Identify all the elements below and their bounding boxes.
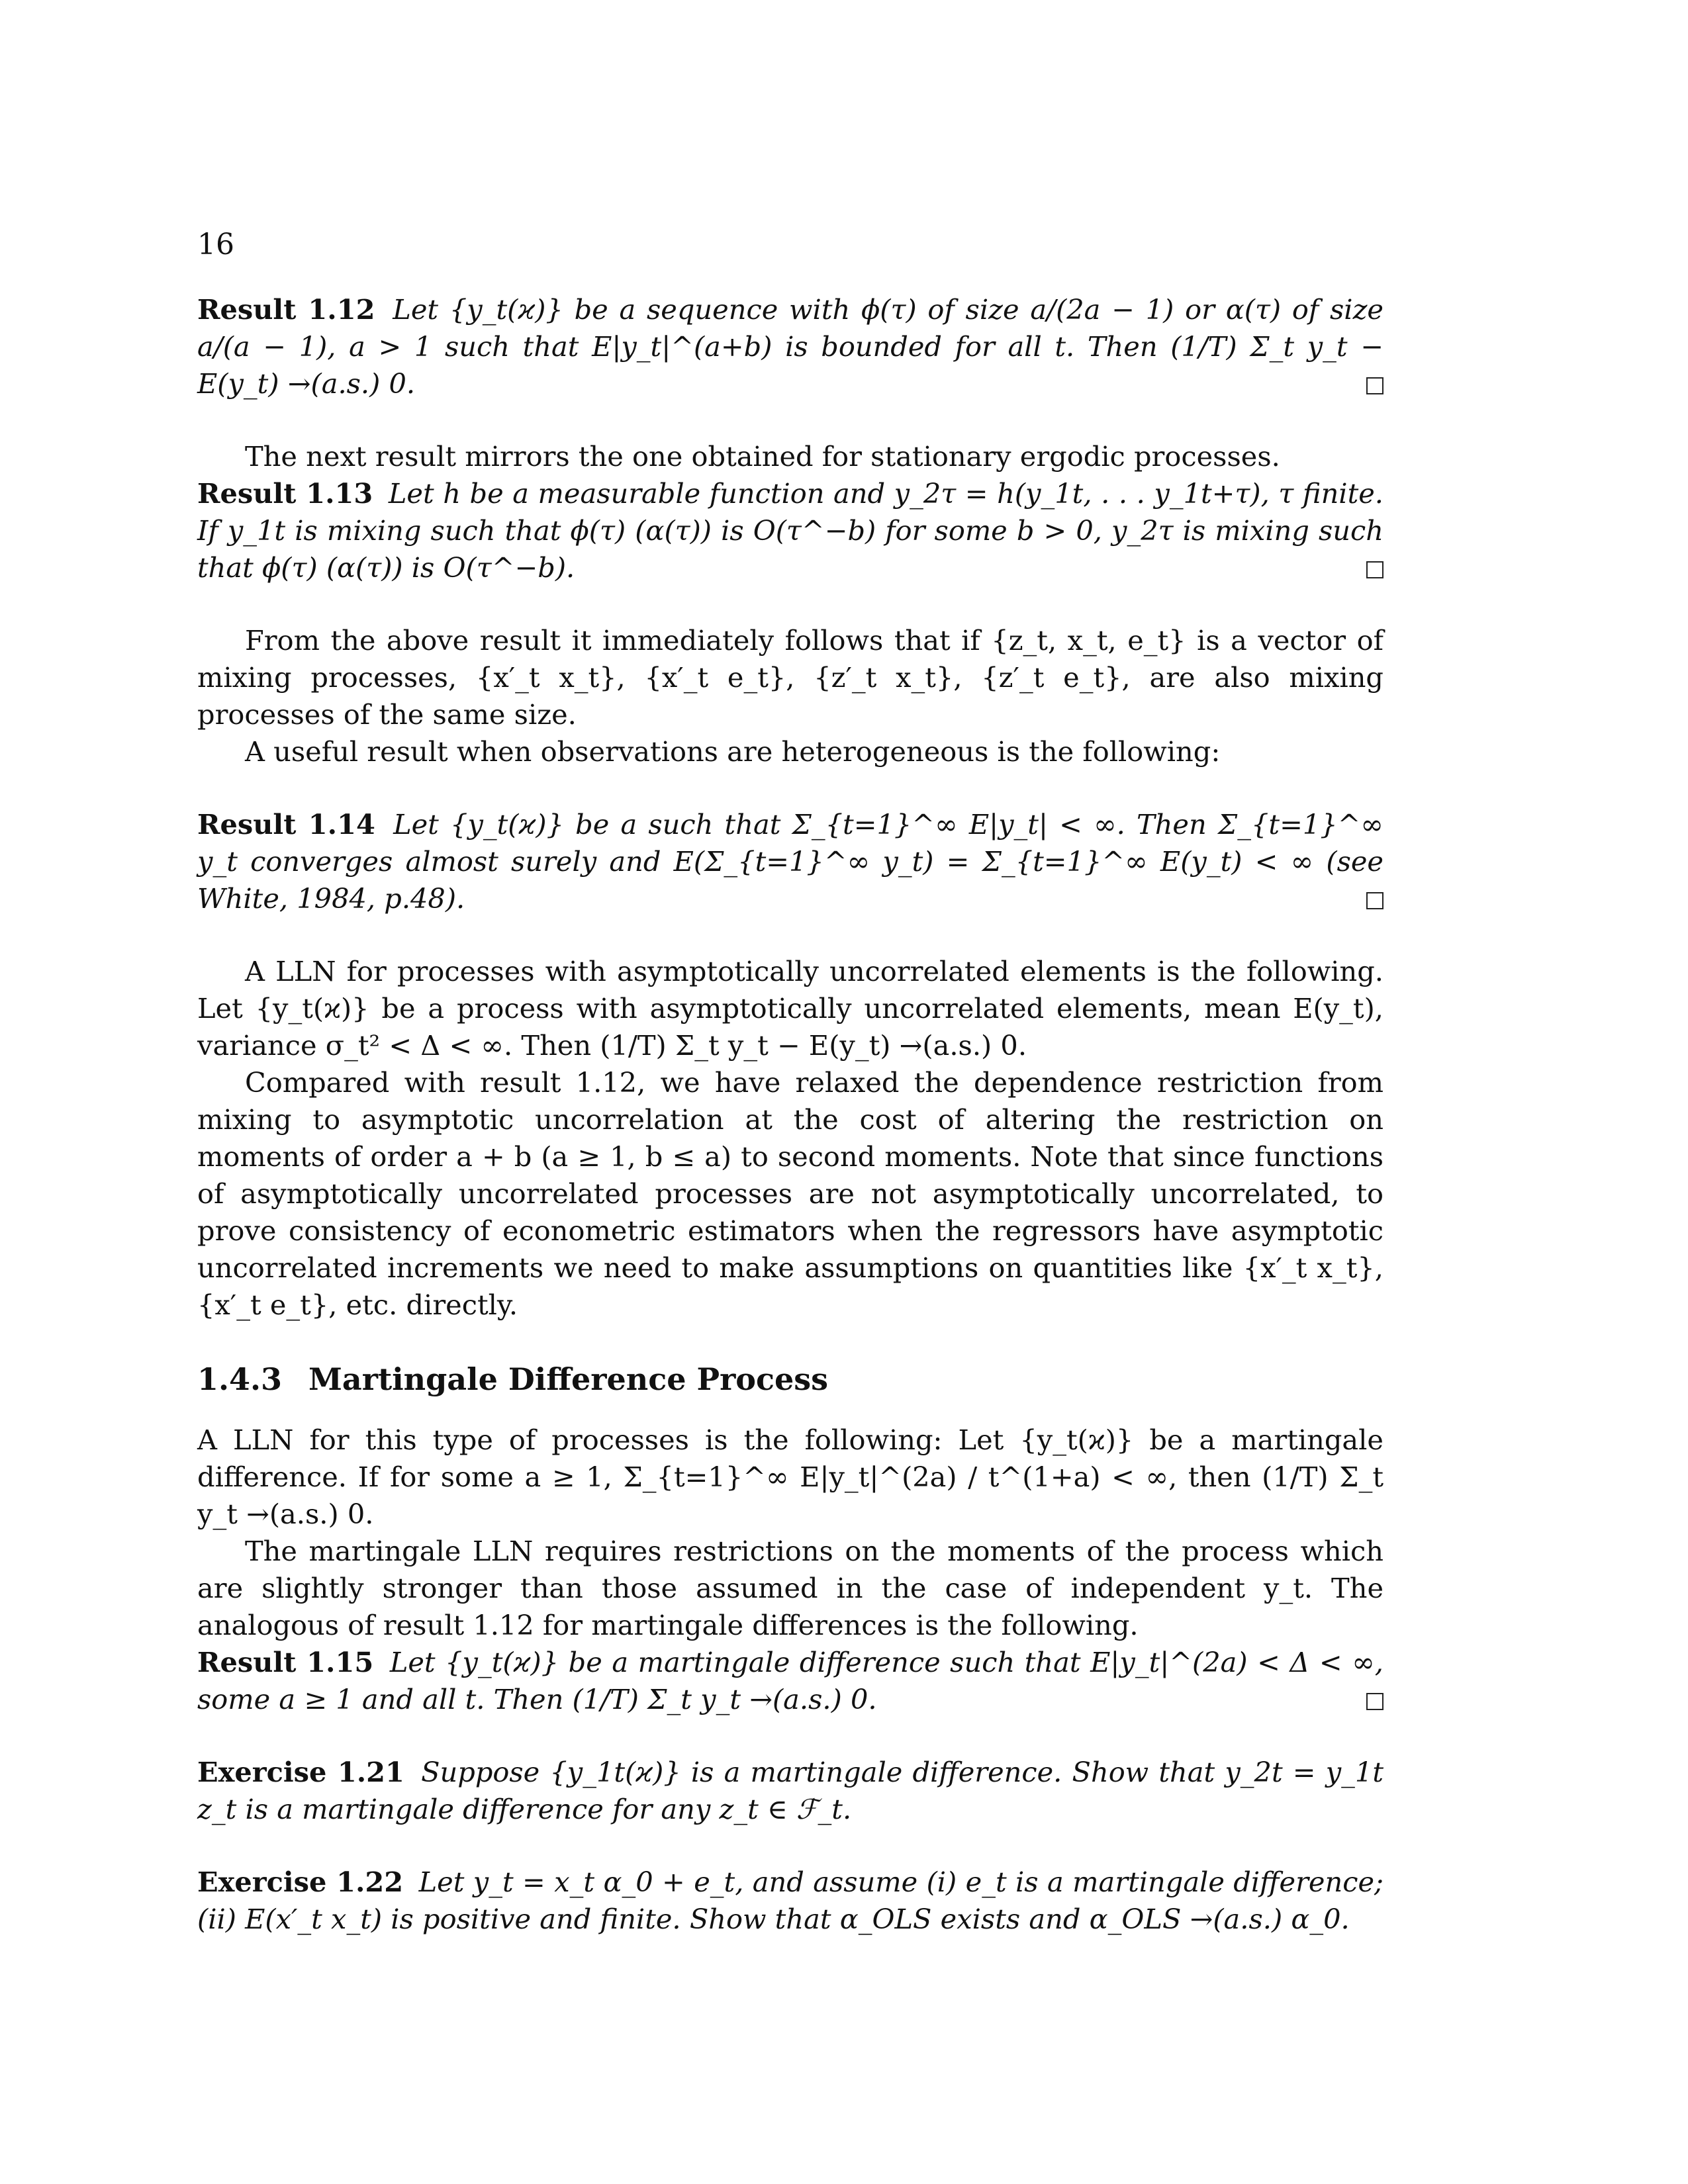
result-label: Result 1.14 [197,808,375,841]
result-text: Let {y_t(ϰ)} be a such that Σ_{t=1}^∞ E|y_t| < ∞. Then Σ_{t=1}^∞ y_t converges almost surely and E(Σ_{t=1}^∞ y_t) = Σ_{t=1}^∞ E(y_t) < ∞ (see White, 1984, p.48). [197,808,1383,915]
result-label: Result 1.12 [197,293,375,326]
exercise-text: Let y_t = x_t α_0 + e_t, and assume (i) e_t is a martingale difference; (ii) E(x′_t x_t) is positive and finite. Show that α_OLS exists and α_OLS →(a.s.) α_0. [197,1866,1383,1935]
result-text: Let {y_t(ϰ)} be a martingale difference such that E|y_t|^(2a) < Δ < ∞, some a ≥ 1 and all t. Then (1/T) Σ_t y_t →(a.s.) 0. [197,1646,1383,1715]
paragraph: From the above result it immediately follows that if {z_t, x_t, e_t} is a vector of mixing processes, {x′_t x_t}, {x′_t e_t}, {z′_t x_t}, {z′_t e_t}, are also mixing processes of the same size. [197,624,1383,731]
qed-square-icon [1366,892,1383,909]
section-title: Martingale Difference Process [308,1361,829,1397]
paragraph: A LLN for processes with asymptotically uncorrelated elements is the following. Let {y_t(ϰ)} be a process with asymptotically uncorrelated elements, mean E(y_t), variance σ_t² < Δ < ∞. Then (1/T) Σ_t y_t − E(y_t) →(a.s.) 0. [197,955,1383,1062]
exercise-1-22 [197,1864,1383,1938]
qed-square-icon [1366,561,1383,578]
section-heading [197,1359,1383,1399]
paragraph: Compared with result 1.12, we have relaxed the dependence restriction from mixing to asymptotic uncorrelation at the cost of altering the restriction on moments of order a + b (a ≥ 1, b ≤ a) to second moments. Note that since functions of asymptotically uncorrelated processes are not asymptotically uncorrelated, to prove consistency of econometric estimators when the regressors have asymptotic uncorrelated increments we need to make assumptions on quantities like {x′_t x_t}, {x′_t e_t}, etc. directly. [197,1066,1383,1321]
paragraph-group [197,622,1383,770]
result-1-15 [197,1644,1383,1718]
paragraph: The next result mirrors the one obtained for stationary ergodic processes. [245,440,1280,473]
exercise-1-21 [197,1754,1383,1828]
paragraph: A LLN for this type of processes is the following: Let {y_t(ϰ)} be a martingale difference. If for some a ≥ 1, Σ_{t=1}^∞ E|y_t|^(2a) / t^(1+a) < ∞, then (1/T) Σ_t y_t →(a.s.) 0. [197,1424,1383,1530]
page-body [197,291,1383,1974]
paragraph: The martingale LLN requires restrictions on the moments of the process which are slightly stronger than those assumed in the case of independent y_t. The analogous of result 1.12 for martingale differences is the following. [197,1535,1383,1641]
result-label: Result 1.13 [197,477,373,510]
result-1-13 [197,475,1383,586]
qed-square-icon [1366,377,1383,394]
exercise-text: Suppose {y_1t(ϰ)} is a martingale difference. Show that y_2t = y_1t z_t is a martingale difference for any z_t ∈ ℱ_t. [197,1756,1383,1825]
exercise-label: Exercise 1.21 [197,1756,404,1788]
qed-square-icon [1366,1693,1383,1710]
result-label: Result 1.15 [197,1646,374,1678]
result-text: Let h be a measurable function and y_2τ = h(y_1t, . . . y_1t+τ), τ finite. If y_1t is mixing such that ϕ(τ) (α(τ)) is O(τ^−b) for some b > 0, y_2τ is mixing such that ϕ(τ) (α(τ)) is O(τ^−b). [197,477,1383,584]
result-1-14 [197,806,1383,917]
section-number: 1.4.3 [197,1361,283,1397]
paragraph-group [197,953,1383,1324]
result-text: Let {y_t(ϰ)} be a sequence with ϕ(τ) of size a/(2a − 1) or α(τ) of size a/(a − 1), a > 1 such that E|y_t|^(a+b) is bounded for all t. Then (1/T) Σ_t y_t − E(y_t) →(a.s.) 0. [197,293,1383,400]
exercise-label: Exercise 1.22 [197,1866,404,1898]
page-number: 16 [197,228,234,261]
paragraph: A useful result when observations are heterogeneous is the following: [245,735,1221,768]
result-1-12 [197,291,1383,402]
